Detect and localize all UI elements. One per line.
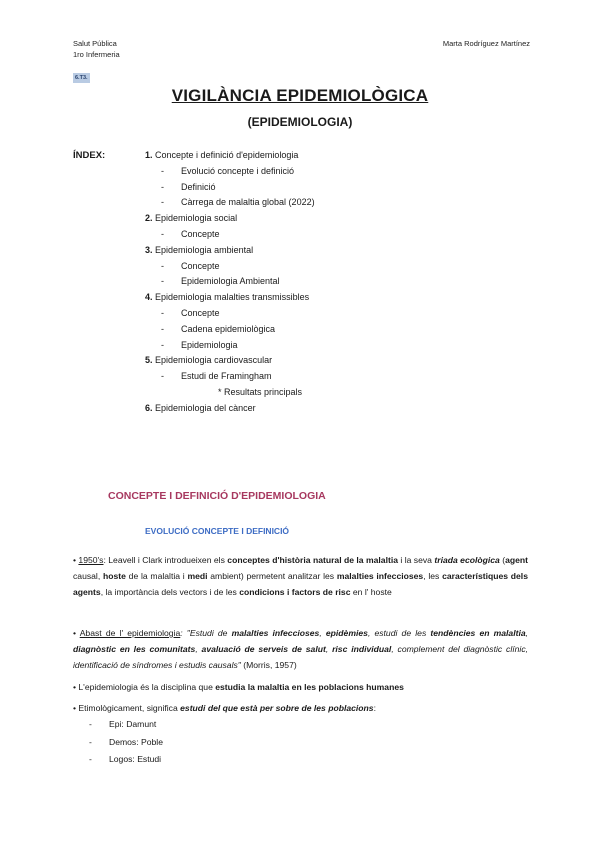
toc-item: - Cadena epidemiològica	[161, 323, 276, 334]
toc-section-1: 1. Concepte i definició d'epidemiologia	[145, 150, 299, 160]
toc-item: - Epidemiologia	[161, 339, 238, 350]
header-left	[73, 38, 120, 60]
index-label: ÍNDEX:	[73, 150, 106, 161]
etymology-list	[89, 716, 163, 769]
list-item: - Logos: Estudi	[89, 754, 162, 764]
toc-item: - Evolució concepte i definició	[161, 165, 295, 176]
list-item: - Demos: Poble	[89, 736, 163, 747]
paragraph-scope: • Abast de l' epidemiologia: "Estudi de malalties infeccioses, epidèmies, estudi de les tendències en malaltia, diagnòstic en les comunitats, avaluació de serveis de salut, risc individual, complement del diagnòstic clínic, identificació de síndromes i estudis causals" (Morris, 1957)	[73, 628, 529, 670]
toc-item: - Concepte	[161, 228, 220, 239]
toc-subitem: * Resultats principals	[218, 386, 303, 397]
toc-item: - Càrrega de malaltia global (2022)	[161, 197, 315, 208]
paragraph-definition: • L'epidemiologia és la disciplina que estudia la malaltia en les poblacions humanes	[73, 682, 404, 692]
paragraph-etymology: • Etimològicament, significa estudi del que està per sobre de les poblacions:	[73, 703, 376, 713]
paragraph-1950s: • 1950's: Leavell i Clark introdueixen els conceptes d'història natural de la malaltia i la seva triada ecològica (agent causal, hoste de la malaltia i medi ambient) permetent analitzar les malalties infeccioses, les característiques dels agents, la importància dels vectors i de les condicions i factors de risc en l' hoste	[73, 555, 528, 597]
list-item: - Epi: Damunt	[89, 719, 157, 729]
toc-item: - Definició	[161, 181, 216, 192]
toc-section-6: 6. Epidemiologia del càncer	[145, 402, 256, 413]
header-course: 1ro Infermeria	[73, 50, 120, 59]
page-title: VIGILÀNCIA EPIDEMIOLÒGICA	[171, 86, 429, 105]
toc-section-4: 4. Epidemiologia malalties transmissibles	[145, 292, 310, 303]
toc-section-3: 3. Epidemiologia ambiental	[145, 244, 254, 255]
section-heading: CONCEPTE I DEFINICIÓ D'EPIDEMIOLOGIA	[108, 490, 326, 502]
subsection-heading: EVOLUCIÓ CONCEPTE I DEFINICIÓ	[145, 526, 290, 536]
page-subtitle: (EPIDEMIOLOGIA)	[247, 115, 353, 129]
toc-item: - Concepte	[161, 307, 220, 318]
toc-item: - Estudi de Framingham	[161, 371, 272, 382]
toc-section-2: 2. Epidemiologia social	[145, 213, 238, 224]
header-subject: Salut Pública	[73, 39, 117, 48]
table-of-contents	[145, 148, 315, 417]
toc-item: - Concepte	[161, 260, 220, 271]
header-author: Marta Rodríguez Martínez	[442, 39, 530, 48]
topic-badge: 6.T3.	[75, 75, 88, 81]
toc-item: - Epidemiologia Ambiental	[161, 276, 280, 287]
toc-section-5: 5. Epidemiologia cardiovascular	[145, 355, 273, 366]
